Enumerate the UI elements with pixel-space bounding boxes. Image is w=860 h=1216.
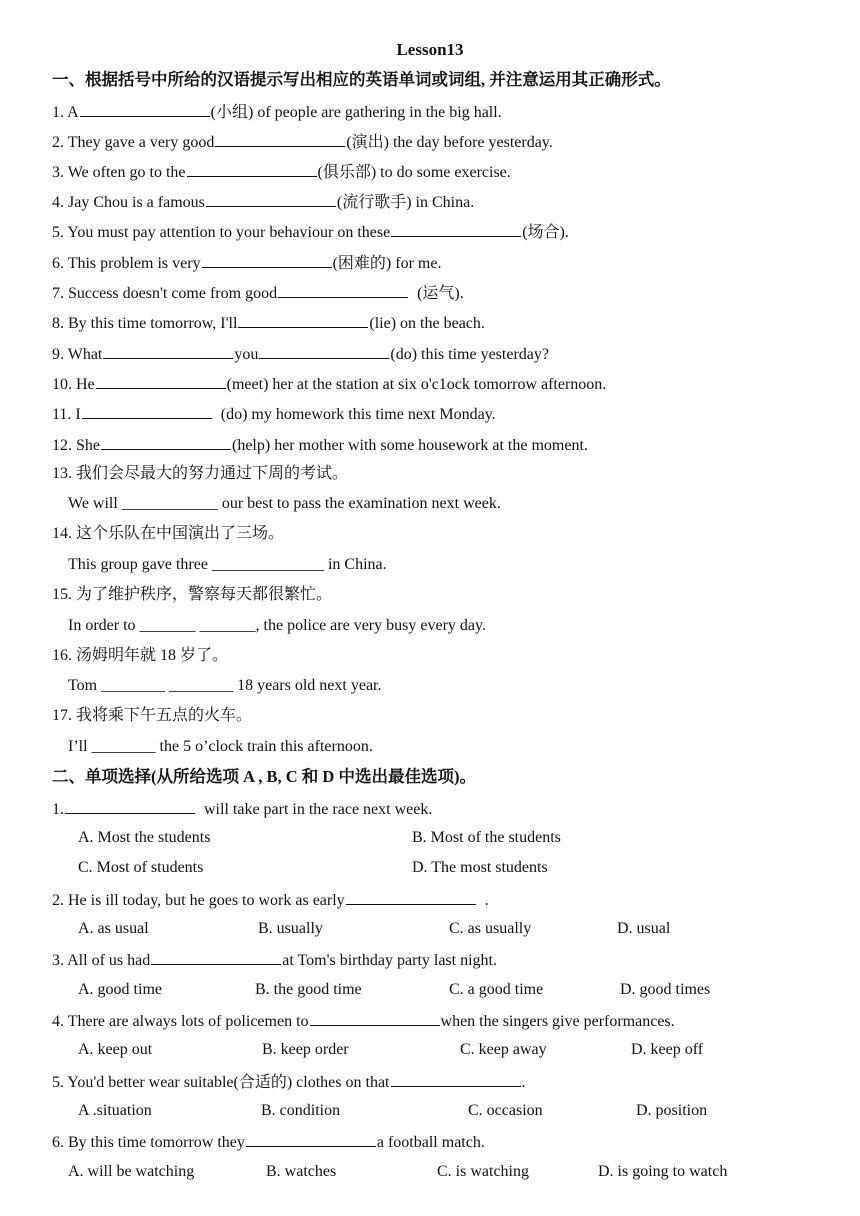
mc-option[interactable]: C. a good time [449,981,544,998]
mc-option[interactable]: A. keep out [78,1041,153,1058]
fill-item-10: 10. He (meet) her at the station at six o'c1ock tomorrow afternoon. [52,373,606,393]
answer-blank[interactable] [238,312,368,328]
fill-item-9: 9. What you (do) this time yesterday? [52,343,549,363]
fill-item-1: 1. A (小组) of people are gathering in the big hall. [52,101,502,121]
answer-blank[interactable] [346,889,476,905]
answer-blank[interactable] [215,131,345,147]
section1-heading: 一、根据括号中所给的汉语提示写出相应的英语单词或词组, 并注意运用其正确形式。 [52,70,671,89]
fill-item-5: 5. You must pay attention to your behaviour on these (场合). [52,221,569,241]
translation-17-english: I’ll ________ the 5 o’clock train this afternoon. [68,738,373,755]
translation-16-english: Tom ________ ________ 18 years old next year. [68,677,382,694]
fill-item-11: 11. I (do) my homework this time next Monday. [52,403,496,423]
answer-blank[interactable] [246,1131,376,1147]
answer-blank[interactable] [82,403,212,419]
answer-blank[interactable] [391,221,521,237]
mc-question-5: 5. You'd better wear suitable(合适的) clothes on that . [52,1071,526,1091]
translation-15-english: In order to _______ _______, the police are very busy every day. [68,617,486,634]
mc-option[interactable]: C. as usually [449,920,532,937]
mc-option[interactable]: C. is watching [437,1163,529,1180]
mc-question-1: 1. will take part in the race next week. [52,798,432,818]
answer-blank[interactable] [101,434,231,450]
mc-option[interactable]: D. The most students [412,859,548,876]
mc-option[interactable]: B. Most of the students [412,829,561,846]
fill-item-7: 7. Success doesn't come from good (运气). [52,282,464,302]
fill-item-12: 12. She (help) her mother with some housework at the moment. [52,434,588,454]
answer-blank[interactable] [96,373,226,389]
mc-option[interactable]: C. occasion [468,1102,543,1119]
answer-blank[interactable] [80,101,210,117]
translation-16-chinese: 16. 汤姆明年就 18 岁了。 [52,647,229,664]
answer-blank[interactable] [278,282,408,298]
answer-blank[interactable] [259,343,389,359]
mc-option[interactable]: D. usual [617,920,671,937]
mc-option[interactable]: B. usually [258,920,323,937]
mc-option[interactable]: C. keep away [460,1041,547,1058]
mc-option[interactable]: A. Most the students [78,829,211,846]
mc-question-6: 6. By this time tomorrow they a football match. [52,1131,485,1151]
section2-heading: 二、单项选择(从所给选项 A , B, C 和 D 中选出最佳选项)。 [52,767,476,786]
fill-item-6: 6. This problem is very (困难的) for me. [52,252,441,272]
mc-question-3: 3. All of us had at Tom's birthday party last night. [52,949,497,969]
mc-question-2: 2. He is ill today, but he goes to work as early . [52,889,489,909]
fill-item-3: 3. We often go to the (俱乐部) to do some exercise. [52,161,511,181]
mc-option[interactable]: D. is going to watch [598,1163,728,1180]
fill-item-8: 8. By this time tomorrow, I'll (lie) on the beach. [52,312,485,332]
translation-14-english: This group gave three ______________ in China. [68,556,387,573]
mc-option[interactable]: B. watches [266,1163,337,1180]
fill-item-4: 4. Jay Chou is a famous (流行歌手) in China. [52,191,474,211]
mc-option[interactable]: D. good times [620,981,711,998]
mc-option[interactable]: A .situation [78,1102,152,1119]
mc-option[interactable]: D. position [636,1102,708,1119]
answer-blank[interactable] [187,161,317,177]
answer-blank[interactable] [151,949,281,965]
mc-question-4: 4. There are always lots of policemen to when the singers give performances. [52,1010,675,1030]
translation-17-chinese: 17. 我将乘下午五点的火车。 [52,707,253,724]
mc-option[interactable]: A. will be watching [68,1163,195,1180]
answer-blank[interactable] [202,252,332,268]
translation-13-english: We will ____________ our best to pass the examination next week. [68,495,501,512]
translation-14-chinese: 14. 这个乐队在中国演出了三场。 [52,525,285,542]
answer-blank[interactable] [310,1010,440,1026]
mc-option[interactable]: C. Most of students [78,859,204,876]
fill-item-2: 2. They gave a very good (演出) the day before yesterday. [52,131,553,151]
mc-option[interactable]: A. good time [78,981,162,998]
mc-option[interactable]: B. keep order [262,1041,349,1058]
mc-option[interactable]: A. as usual [78,920,149,937]
answer-blank[interactable] [103,343,233,359]
answer-blank[interactable] [391,1071,521,1087]
answer-blank[interactable] [206,191,336,207]
translation-15-chinese: 15. 为了维护秩序，警察每天都很繁忙。 [52,586,333,603]
translation-13-chinese: 13. 我们会尽最大的努力通过下周的考试。 [52,465,349,482]
mc-option[interactable]: D. keep off [631,1041,704,1058]
answer-blank[interactable] [65,798,195,814]
mc-option[interactable]: B. condition [261,1102,341,1119]
mc-option[interactable]: B. the good time [255,981,362,998]
page-title: Lesson13 [396,40,464,59]
